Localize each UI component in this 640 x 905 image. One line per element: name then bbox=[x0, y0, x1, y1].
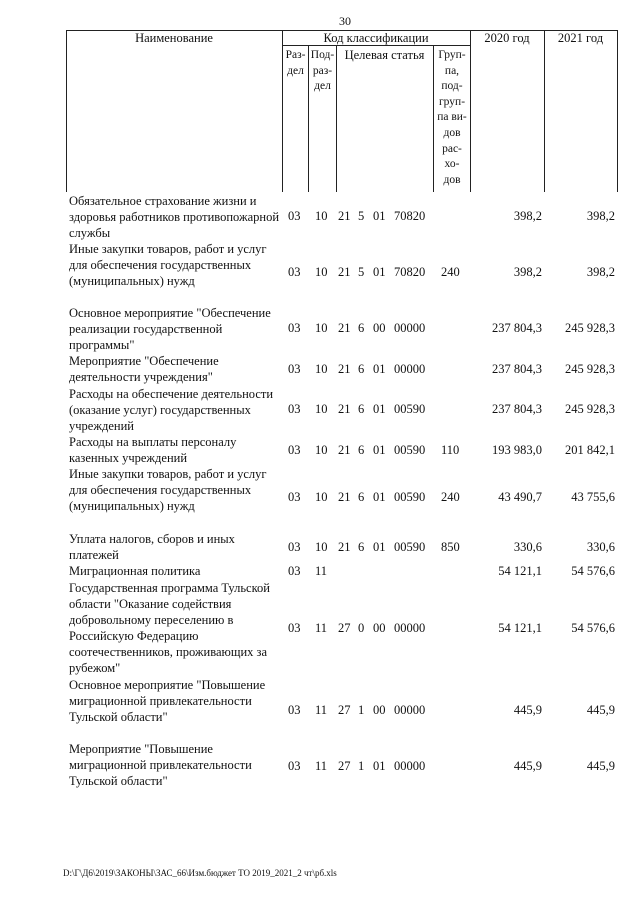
row-target-2: 6 bbox=[358, 443, 365, 457]
row-target-3: 01 bbox=[373, 490, 386, 504]
row-podrazdel: 11 bbox=[315, 759, 328, 773]
header-target: Целевая статья bbox=[344, 48, 425, 62]
row-group: 850 bbox=[441, 540, 460, 554]
row-year1: 237 804,3 bbox=[492, 321, 542, 335]
row-podrazdel: 10 bbox=[315, 362, 328, 376]
row-name: Миграционная политика bbox=[69, 564, 201, 578]
row-year2: 398,2 bbox=[586, 209, 615, 223]
row-target-4: 00000 bbox=[394, 621, 426, 635]
row-target-1: 27 bbox=[338, 621, 351, 635]
row-razdel: 03 bbox=[288, 362, 301, 376]
row-podrazdel: 10 bbox=[315, 209, 328, 223]
row-razdel: 03 bbox=[288, 402, 301, 416]
row-razdel: 03 bbox=[288, 540, 301, 554]
row-podrazdel: 10 bbox=[315, 540, 328, 554]
row-podrazdel: 10 bbox=[315, 265, 328, 279]
row-group: 240 bbox=[441, 490, 460, 504]
row-target-3: 00 bbox=[373, 321, 386, 335]
row-year1: 445,9 bbox=[513, 703, 542, 717]
row-name: Обязательное страхование жизни и здоровья работников противопожарной службы bbox=[69, 194, 280, 240]
row-year2: 330,6 bbox=[586, 540, 615, 554]
row-target-4: 00000 bbox=[394, 759, 426, 773]
row-target-4: 00000 bbox=[394, 321, 426, 335]
row-razdel: 03 bbox=[288, 209, 301, 223]
row-target-4: 70820 bbox=[394, 265, 426, 279]
row-target-1: 27 bbox=[338, 759, 351, 773]
row-year2: 43 755,6 bbox=[571, 490, 615, 504]
row-name: Уплата налогов, сборов и иных платежей bbox=[69, 532, 235, 562]
row-target-2: 1 bbox=[358, 759, 365, 773]
row-target-3: 00 bbox=[373, 703, 386, 717]
row-year1: 43 490,7 bbox=[498, 490, 542, 504]
row-target-2: 1 bbox=[358, 703, 365, 717]
row-target-3: 01 bbox=[373, 759, 386, 773]
row-target-1: 21 bbox=[338, 540, 351, 554]
row-target-1: 27 bbox=[338, 703, 351, 717]
row-target-4: 00590 bbox=[394, 490, 426, 504]
row-target-1: 21 bbox=[338, 490, 351, 504]
row-target-3: 01 bbox=[373, 540, 386, 554]
row-razdel: 03 bbox=[288, 490, 301, 504]
row-name: Расходы на выплаты персоналу казенных учреждений bbox=[69, 435, 237, 465]
row-year2: 445,9 bbox=[586, 759, 615, 773]
row-target-3: 01 bbox=[373, 362, 386, 376]
row-target-4: 00000 bbox=[394, 703, 426, 717]
row-year2: 445,9 bbox=[586, 703, 615, 717]
row-year2: 201 842,1 bbox=[565, 443, 615, 457]
row-year1: 193 983,0 bbox=[492, 443, 542, 457]
row-target-3: 01 bbox=[373, 402, 386, 416]
row-podrazdel: 11 bbox=[315, 703, 328, 717]
header-year2: 2021 год bbox=[557, 31, 604, 45]
row-target-2: 6 bbox=[358, 540, 365, 554]
row-target-2: 6 bbox=[358, 362, 365, 376]
header-year1: 2020 год bbox=[484, 31, 530, 45]
row-target-2: 6 bbox=[358, 490, 365, 504]
row-target-1: 21 bbox=[338, 265, 351, 279]
row-year2: 398,2 bbox=[586, 265, 615, 279]
row-target-4: 70820 bbox=[394, 209, 426, 223]
row-target-1: 21 bbox=[338, 362, 351, 376]
row-name: Мероприятие "Повышение миграционной привлекательности Тульской области" bbox=[69, 742, 252, 788]
row-year2: 245 928,3 bbox=[565, 402, 615, 416]
row-year1: 54 121,1 bbox=[498, 621, 542, 635]
row-razdel: 03 bbox=[288, 321, 301, 335]
row-podrazdel: 10 bbox=[315, 443, 328, 457]
row-target-3: 00 bbox=[373, 621, 386, 635]
row-name: Расходы на обеспечение деятельности (оказание услуг) государственных учреждений bbox=[69, 387, 274, 433]
row-podrazdel: 11 bbox=[315, 564, 328, 578]
file-path-footer: D:\Г\Д6\2019\ЗАКОНЫ\ЗАС_66\Изм.бюджет ТО 2019_2021_2 чт\рб.xls bbox=[63, 868, 337, 878]
row-year2: 54 576,6 bbox=[571, 621, 615, 635]
row-group: 240 bbox=[441, 265, 460, 279]
row-year1: 237 804,3 bbox=[492, 402, 542, 416]
row-name: Основное мероприятие "Обеспечение реализации государственной программы" bbox=[69, 306, 271, 352]
row-name: Иные закупки товаров, работ и услуг для обеспечения государственных (муниципальных) нужд bbox=[69, 242, 267, 288]
row-name: Мероприятие "Обеспечение деятельности учреждения" bbox=[69, 354, 219, 384]
row-name: Основное мероприятие "Повышение миграционной привлекательности Тульской области" bbox=[69, 678, 266, 724]
row-year2: 245 928,3 bbox=[565, 321, 615, 335]
row-podrazdel: 10 bbox=[315, 402, 328, 416]
row-year1: 54 121,1 bbox=[498, 564, 542, 578]
row-target-1: 21 bbox=[338, 209, 351, 223]
row-year1: 398,2 bbox=[513, 209, 542, 223]
row-target-2: 6 bbox=[358, 402, 365, 416]
row-target-4: 00590 bbox=[394, 402, 426, 416]
row-target-2: 5 bbox=[358, 209, 365, 223]
row-target-3: 01 bbox=[373, 209, 386, 223]
header-code: Код классификации bbox=[323, 31, 429, 45]
row-name: Государственная программа Тульской области "Оказание содействия добровольному переселению в Российскую Федерацию соотечественников, проживающих за рубежом" bbox=[69, 581, 270, 675]
row-target-1: 21 bbox=[338, 402, 351, 416]
row-podrazdel: 10 bbox=[315, 321, 328, 335]
row-target-3: 01 bbox=[373, 265, 386, 279]
row-razdel: 03 bbox=[288, 443, 301, 457]
row-year2: 54 576,6 bbox=[571, 564, 615, 578]
row-year1: 445,9 bbox=[513, 759, 542, 773]
row-target-4: 00590 bbox=[394, 540, 426, 554]
row-year1: 237 804,3 bbox=[492, 362, 542, 376]
row-target-2: 6 bbox=[358, 321, 365, 335]
header-podrazdel: Под- раз- дел bbox=[310, 49, 335, 93]
row-razdel: 03 bbox=[288, 759, 301, 773]
row-target-4: 00000 bbox=[394, 362, 426, 376]
row-target-1: 21 bbox=[338, 321, 351, 335]
page-number: 30 bbox=[339, 14, 351, 28]
row-target-3: 01 bbox=[373, 443, 386, 457]
row-group: 110 bbox=[441, 443, 460, 457]
row-name: Иные закупки товаров, работ и услуг для обеспечения государственных (муниципальных) нужд bbox=[69, 467, 267, 513]
row-podrazdel: 11 bbox=[315, 621, 328, 635]
row-target-4: 00590 bbox=[394, 443, 426, 457]
row-target-2: 5 bbox=[358, 265, 365, 279]
row-razdel: 03 bbox=[288, 265, 301, 279]
row-razdel: 03 bbox=[288, 621, 301, 635]
row-podrazdel: 10 bbox=[315, 490, 328, 504]
row-razdel: 03 bbox=[288, 564, 301, 578]
row-target-2: 0 bbox=[358, 621, 365, 635]
row-year2: 245 928,3 bbox=[565, 362, 615, 376]
row-razdel: 03 bbox=[288, 703, 301, 717]
header-group: Груп- па, под- груп- па ви- дов рас- хо- дов bbox=[437, 49, 467, 186]
header-razdel: Раз- дел bbox=[285, 49, 306, 77]
header-name: Наименование bbox=[135, 31, 213, 45]
row-year1: 330,6 bbox=[513, 540, 542, 554]
row-year1: 398,2 bbox=[513, 265, 542, 279]
row-target-1: 21 bbox=[338, 443, 351, 457]
